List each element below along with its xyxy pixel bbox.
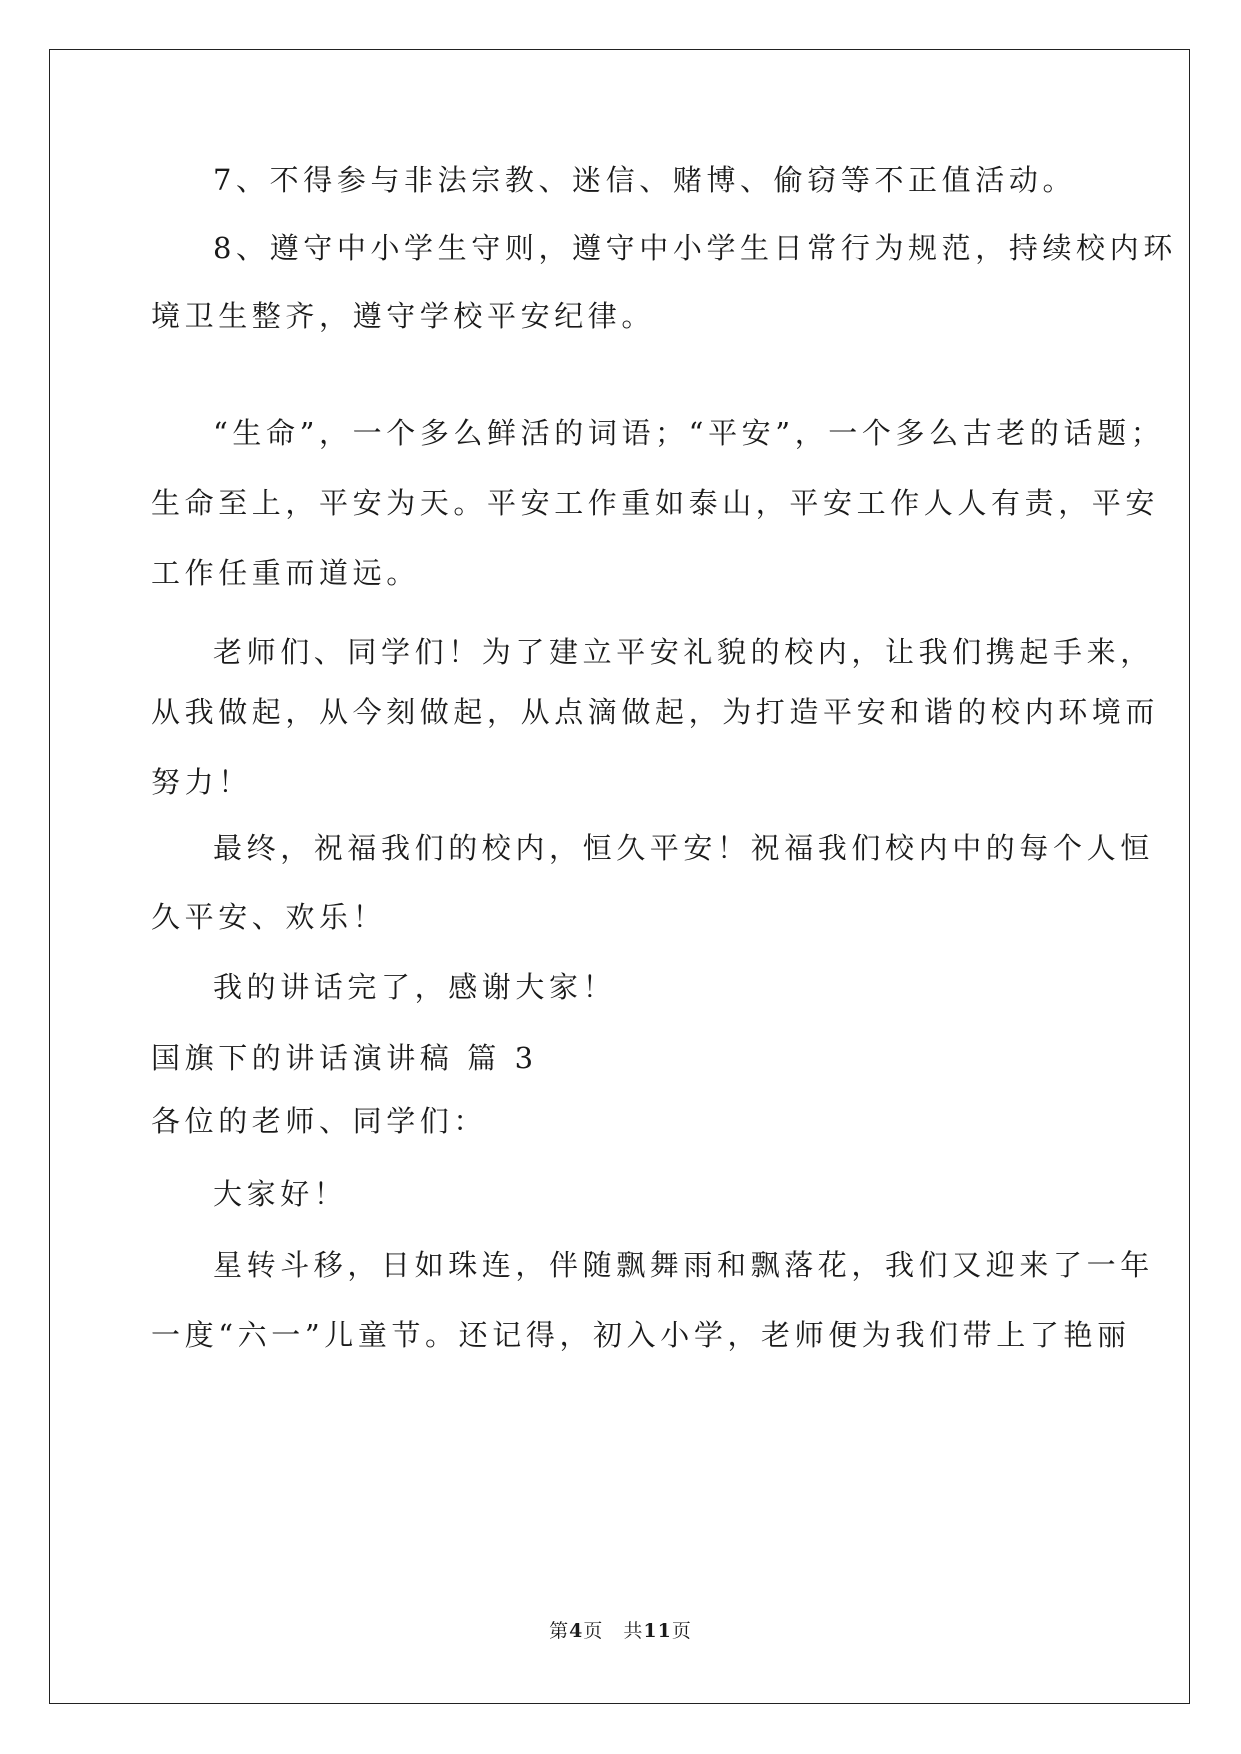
paragraph-line: 7、不得参与非法宗教、迷信、赌博、偷窃等不正值活动。 bbox=[213, 163, 1077, 197]
greeting: 大家好！ bbox=[213, 1177, 348, 1211]
page-total: 11 bbox=[643, 1620, 672, 1642]
paragraph-line: 生命至上，平安为天。平安工作重如泰山，平安工作人人有责，平安 bbox=[151, 486, 1160, 520]
paragraph-line: 久平安、欢乐！ bbox=[151, 900, 387, 934]
paragraph-line: 努力！ bbox=[151, 765, 252, 799]
paragraph-line: 最终，祝福我们的校内，恒久平安！祝福我们校内中的每个人恒 bbox=[213, 831, 1154, 865]
page-suffix: 页 bbox=[671, 1620, 692, 1642]
paragraph-line: 老师们、同学们！为了建立平安礼貌的校内，让我们携起手来， bbox=[213, 635, 1154, 669]
section-heading: 国旗下的讲话演讲稿 篇 3 bbox=[151, 1041, 538, 1075]
paragraph-line: 我的讲话完了，感谢大家！ bbox=[213, 970, 617, 1004]
salutation: 各位的老师、同学们： bbox=[151, 1104, 488, 1138]
paragraph-line: 从我做起，从今刻做起，从点滴做起，为打造平安和谐的校内环境而 bbox=[151, 695, 1160, 729]
page-number bbox=[0, 1616, 1241, 1643]
paragraph-line: “生命”，一个多么鲜活的词语；“平安”，一个多么古老的话题； bbox=[213, 416, 1165, 450]
page-mid: 页 共 bbox=[583, 1620, 644, 1642]
paragraph-line: 工作任重而道远。 bbox=[151, 556, 420, 590]
paragraph-line: 境卫生整齐，遵守学校平安纪律。 bbox=[151, 299, 656, 333]
paragraph-line: 一度“六一”儿童节。还记得，初入小学，老师便为我们带上了艳丽 bbox=[151, 1318, 1131, 1352]
page-current: 4 bbox=[569, 1620, 584, 1642]
paragraph-line: 8、遵守中小学生守则，遵守中小学生日常行为规范，持续校内环 bbox=[213, 231, 1177, 265]
page-prefix: 第 bbox=[549, 1620, 570, 1642]
paragraph-line: 星转斗移，日如珠连，伴随飘舞雨和飘落花，我们又迎来了一年 bbox=[213, 1248, 1154, 1282]
